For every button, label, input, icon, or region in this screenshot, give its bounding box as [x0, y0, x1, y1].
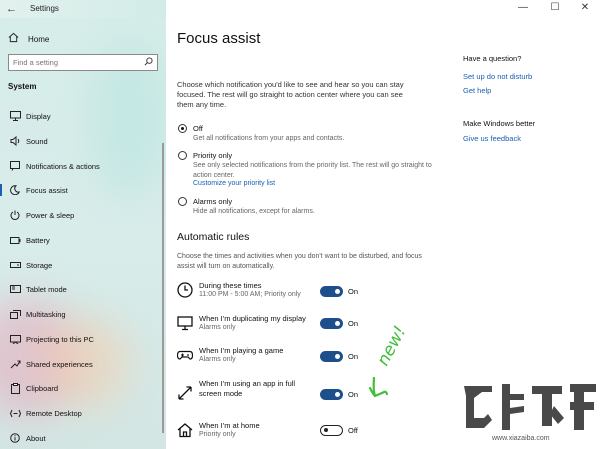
- radio-off[interactable]: [178, 124, 187, 133]
- automatic-rules-heading: Automatic rules: [177, 231, 250, 243]
- sidebar-item-label: Notifications & actions: [26, 161, 100, 171]
- sidebar-item-storage[interactable]: [0, 255, 164, 275]
- rule-title-at-home: When I'm at home: [199, 421, 260, 430]
- watermark: [458, 378, 600, 449]
- have-question-heading: Have a question?: [463, 54, 522, 63]
- section-label-system: System: [8, 82, 37, 91]
- rule-sub-at-home: Priority only: [199, 431, 236, 438]
- sidebar-item-label: Remote Desktop: [26, 408, 82, 418]
- sidebar-item-label: Display: [26, 111, 51, 121]
- sidebar-item-remote-desktop[interactable]: [0, 403, 164, 423]
- toggle-duplicating[interactable]: [320, 318, 343, 329]
- tablet-icon: [8, 285, 22, 293]
- radio-alarms-only[interactable]: [178, 197, 187, 206]
- projecting-icon: [8, 335, 22, 344]
- sidebar-item-about[interactable]: [0, 428, 164, 448]
- sidebar-scrollbar[interactable]: [162, 143, 164, 433]
- title-bar: [0, 0, 600, 18]
- watermark-logo: [458, 378, 600, 438]
- option-desc-alarms-only: Hide all notifications, except for alarms.: [193, 208, 315, 215]
- sidebar-item-label: About: [26, 433, 46, 443]
- get-help-link[interactable]: Get help: [463, 86, 492, 95]
- page-description: Choose which notification you'd like to see and hear so you can stay focused. The rest will go straight to action center where you can see them any time.: [177, 80, 404, 109]
- battery-icon: [8, 237, 22, 244]
- page-title: Focus assist: [177, 30, 261, 47]
- rule-title-during-times: During these times: [199, 281, 262, 290]
- search-input[interactable]: [13, 57, 138, 68]
- toggle-label-playing-game: On: [348, 352, 359, 361]
- sidebar-item-tablet-mode[interactable]: [0, 279, 164, 299]
- shared-icon: [8, 360, 22, 369]
- sidebar-item-label: Shared experiences: [26, 359, 93, 369]
- toggle-at-home[interactable]: [320, 425, 343, 436]
- sidebar-item-label: Focus assist: [26, 185, 68, 195]
- close-button[interactable]: ✕: [580, 2, 590, 13]
- option-title-off: Off: [193, 124, 203, 133]
- sidebar-item-label: Tablet mode: [26, 284, 67, 294]
- sidebar-item-projecting[interactable]: [0, 329, 164, 349]
- option-desc-off: Get all notifications from your apps and contacts.: [193, 135, 345, 142]
- home-icon: [8, 32, 22, 46]
- remote-desktop-icon: [8, 409, 22, 418]
- multitasking-icon: [8, 310, 22, 319]
- sidebar-item-power-sleep[interactable]: [0, 205, 164, 225]
- option-title-priority-only: Priority only: [193, 151, 233, 160]
- sidebar-item-label: Sound: [26, 136, 48, 146]
- toggle-playing-game[interactable]: [320, 351, 343, 362]
- option-title-alarms-only: Alarms only: [193, 197, 233, 206]
- sidebar-item-label: Storage: [26, 260, 53, 270]
- window-title: Settings: [30, 4, 59, 13]
- moon-icon: [8, 185, 22, 195]
- back-arrow-icon[interactable]: ←: [6, 3, 17, 15]
- watermark-text: www.xiazaiba.com: [492, 435, 550, 442]
- rule-sub-duplicating: Alarms only: [199, 324, 236, 331]
- toggle-label-during-times: On: [348, 287, 359, 296]
- sidebar-item-shared-experiences[interactable]: [0, 354, 164, 374]
- fullscreen-icon: [177, 385, 193, 401]
- gamepad-icon: [177, 347, 193, 363]
- sidebar-home-label: Home: [28, 34, 50, 44]
- home-icon: [177, 422, 193, 438]
- sidebar-item-battery[interactable]: [0, 230, 164, 250]
- sidebar-item-label: Multitasking: [26, 309, 66, 319]
- give-feedback-link[interactable]: Give us feedback: [463, 134, 521, 143]
- search-icon[interactable]: [144, 57, 153, 66]
- sidebar-item-label: Power & sleep: [26, 210, 75, 220]
- toggle-during-times[interactable]: [320, 286, 343, 297]
- rule-title-full-screen: When I'm using an app in full screen mode: [199, 379, 296, 398]
- power-icon: [8, 210, 22, 220]
- make-windows-better-heading: Make Windows better: [463, 119, 536, 128]
- sidebar-item-display[interactable]: [0, 106, 164, 126]
- sidebar-item-clipboard[interactable]: [0, 378, 164, 398]
- toggle-label-full-screen: On: [348, 390, 359, 399]
- sidebar: [0, 18, 166, 449]
- radio-priority-only[interactable]: [178, 151, 187, 160]
- rule-title-duplicating: When I'm duplicating my display: [199, 314, 306, 323]
- search-box[interactable]: [8, 54, 158, 71]
- sidebar-home[interactable]: [8, 32, 49, 46]
- sidebar-item-sound[interactable]: [0, 131, 164, 151]
- customize-priority-list-link[interactable]: Customize your priority list: [193, 180, 276, 187]
- monitor-icon: [177, 315, 193, 331]
- clock-icon: [177, 282, 193, 298]
- display-icon: [8, 111, 22, 121]
- clipboard-icon: [8, 383, 22, 394]
- title-bar-left: [0, 0, 166, 18]
- new-annotation: [366, 318, 416, 404]
- rule-sub-during-times: 11:00 PM - 5:00 AM; Priority only: [199, 291, 301, 298]
- sidebar-item-multitasking[interactable]: [0, 304, 164, 324]
- sound-icon: [8, 136, 22, 146]
- notifications-icon: [8, 161, 22, 171]
- sidebar-item-focus-assist[interactable]: [0, 180, 164, 200]
- sidebar-item-notifications[interactable]: [0, 156, 164, 176]
- sidebar-item-label: Projecting to this PC: [26, 334, 94, 344]
- annotation-text: new!: [373, 322, 411, 370]
- sidebar-item-label: Clipboard: [26, 383, 59, 393]
- maximize-button[interactable]: ☐: [550, 2, 560, 13]
- set-up-do-not-disturb-link[interactable]: Set up do not disturb: [463, 72, 533, 81]
- automatic-rules-description: Choose the times and activities when you don't want to be disturbed, and focus assist will turn on automatically.: [177, 253, 422, 270]
- sidebar-item-label: Battery: [26, 235, 50, 245]
- rule-sub-playing-game: Alarms only: [199, 356, 236, 363]
- toggle-label-at-home: Off: [348, 426, 358, 435]
- toggle-label-duplicating: On: [348, 319, 359, 328]
- minimize-button[interactable]: —: [518, 2, 528, 13]
- storage-icon: [8, 262, 22, 268]
- rule-title-playing-game: When I'm playing a game: [199, 346, 284, 355]
- option-desc-priority-only: See only selected notifications from the priority list. The rest will go straight to action center.: [193, 162, 432, 179]
- toggle-full-screen[interactable]: [320, 389, 343, 400]
- info-icon: [8, 433, 22, 443]
